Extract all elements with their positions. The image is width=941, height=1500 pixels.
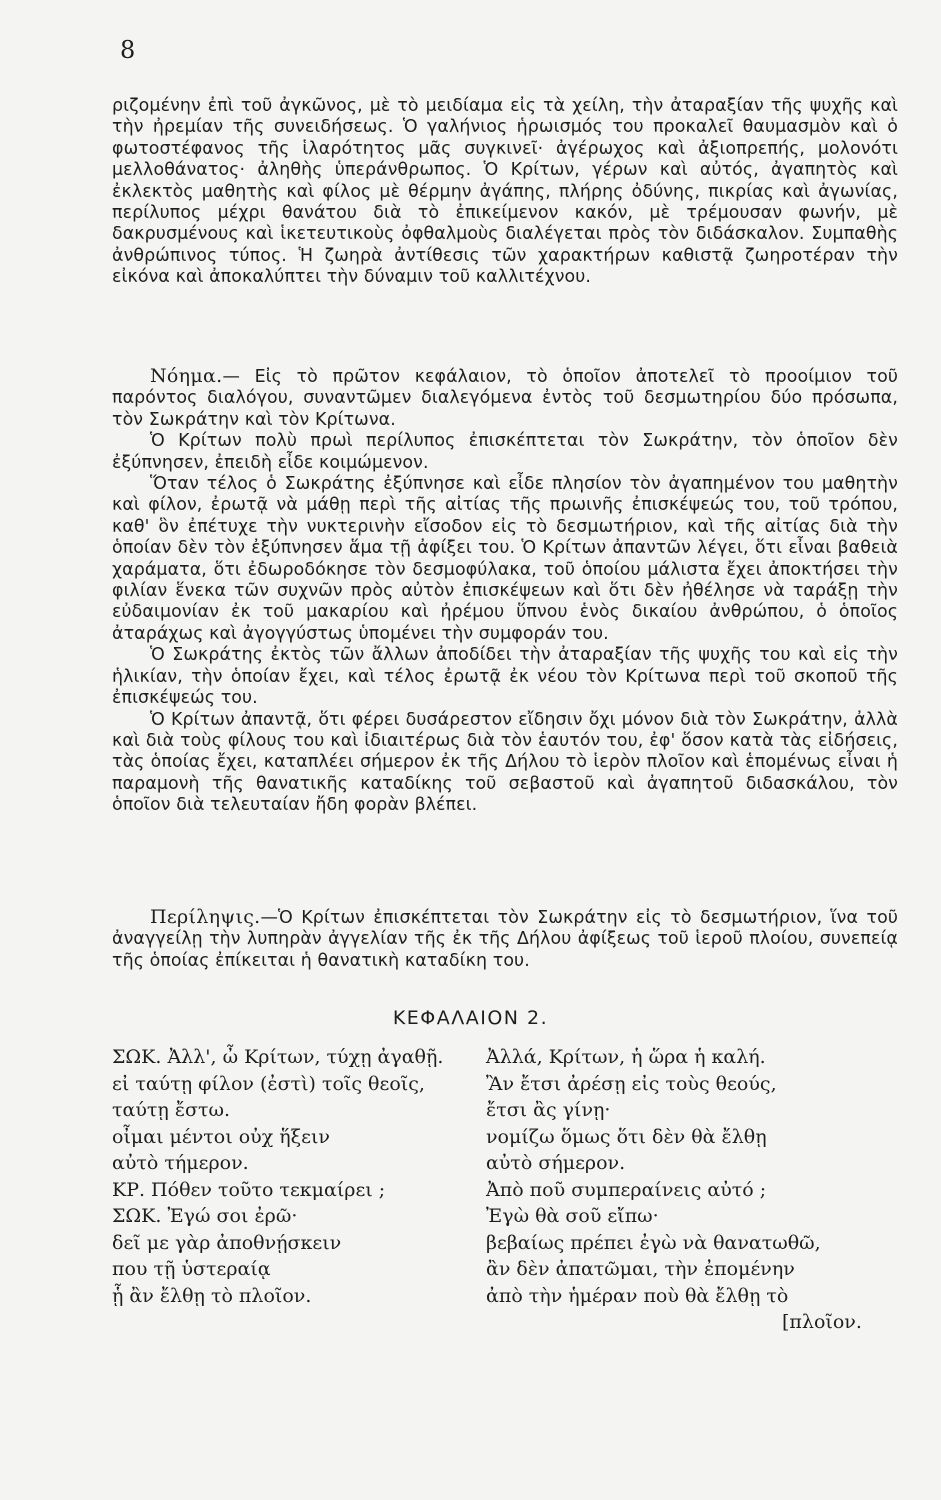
noima-paragraph-4: Ὁ Σωκράτης ἐκτὸς τῶν ἄλλων ἀποδίδει τὴν ἀταραξίαν τῆς ψυχῆς του καὶ εἰς τὴν ἡλικίαν, τὴν ὁποίαν ἔχει, καὶ τέλος ἐρωτᾷ ἐκ νέου τὸν Κρίτωνα περὶ τοῦ σκοποῦ τῆς ἐπισκέψεώς του. <box>112 645 898 709</box>
dialogue-row-continuation <box>112 1311 902 1338</box>
ancient-greek-line: ταύτῃ ἔστω. <box>112 1099 231 1121</box>
ancient-greek-line: ΚΡ. Πόθεν τοῦτο τεκμαίρει ; <box>112 1178 386 1201</box>
ancient-greek-line: αὐτὸ τήμερον. <box>112 1152 249 1174</box>
modern-greek-line: ἔτσι ἂς γίνῃ· <box>486 1099 611 1121</box>
noima-paragraph-2: Ὁ Κρίτων πολὺ πρωὶ περίλυπος ἐπισκέπτεται τὸν Σωκράτην, τὸν ὁποῖον δὲν ἐξύπνησεν, ἐπειδὴ εἶδε κοιμώμενον. <box>112 431 898 473</box>
noima-paragraph-5: Ὁ Κρίτων ἀπαντᾷ, ὅτι φέρει δυσάρεστον εἴδησιν ὄχι μόνον διὰ τὸν Σωκράτην, ἀλλὰ καὶ διὰ τοὺς φίλους του καὶ ἰδιαιτέρως διὰ τὸν ἑαυτόν του, ἐφ' ὅσον κατὰ τὰς εἰδήσεις, τὰς ὁποίας ἔχει, καταπλέει σήμερον ἐκ τῆς Δήλου τὸ ἱερὸν πλοῖον καὶ ἑπομένως εἶναι ἡ παραμονὴ τῆς θανατικῆς καταδίκης τοῦ σεβαστοῦ καὶ ἀγαπητοῦ διδασκάλου, τὸν ὁποῖον διὰ τελευταίαν ἤδη φορὰν βλέπει. <box>112 709 898 816</box>
dialogue-row <box>112 1152 902 1179</box>
dialogue-row <box>112 1126 902 1153</box>
ancient-greek-line: ΣΩΚ. Ἐγώ σοι ἐρῶ· <box>112 1205 298 1227</box>
noima-text-1: — Εἰς τὸ πρῶτον κεφάλαιον, τὸ ὁποῖον ἀποτελεῖ τὸ προοίμιον τοῦ παρόντος διαλόγου, συναντῶμεν διαλεγόμενα ἐντὸς τοῦ δεσμωτηρίου δύο πρόσωπα, τὸν Σωκράτην καὶ τὸν Κρίτωνα. <box>112 367 898 430</box>
dialogue-row <box>112 1205 902 1232</box>
modern-greek-line: Ἀλλά, Κρίτων, ἡ ὥρα ἡ καλή. <box>486 1046 766 1068</box>
modern-greek-line: Ἐγὼ θὰ σοῦ εἴπω· <box>486 1205 659 1227</box>
modern-greek-line-continuation: [πλοῖον. <box>782 1311 862 1333</box>
intro-paragraph-block <box>112 96 898 289</box>
modern-greek-line: Ἂν ἔτσι ἀρέσῃ εἰς τοὺς θεούς, <box>486 1072 777 1095</box>
page-number: 8 <box>120 36 136 64</box>
dialogue-row <box>112 1046 902 1073</box>
modern-greek-line: Ἀπὸ ποῦ συμπεραίνεις αὐτό ; <box>486 1178 767 1201</box>
perilipsis-section <box>112 907 898 972</box>
dialogue-row <box>112 1285 902 1312</box>
noima-section <box>112 366 898 817</box>
dialogue-row <box>112 1232 902 1259</box>
ancient-greek-line: εἰ ταύτῃ φίλον (ἐστὶ) τοῖς θεοῖς, <box>112 1072 425 1095</box>
ancient-greek-line: ΣΩΚ. Ἀλλ', ὦ Κρίτων, τύχῃ ἀγαθῇ. <box>112 1046 444 1068</box>
ancient-greek-line: δεῖ με γὰρ ἀποθνῄσκειν <box>112 1231 342 1254</box>
modern-greek-line: ἂν δὲν ἀπατῶμαι, τὴν ἐπομένην <box>486 1258 795 1280</box>
modern-greek-line: ἀπὸ τὴν ἡμέραν ποὺ θὰ ἔλθῃ τὸ <box>486 1284 789 1307</box>
ancient-greek-line: οἶμαι μέντοι οὐχ ἥξειν <box>112 1125 330 1148</box>
noima-paragraph-3: Ὅταν τέλος ὁ Σωκράτης ἐξύπνησε καὶ εἶδε πλησίον τὸν ἀγαπημένον του μαθητὴν καὶ φίλον, ἐρωτᾷ νὰ μάθῃ περὶ τῆς αἰτίας τῆς πρωινῆς ἐπισκέψεώς του, τοῦ τρόπου, καθ' ὃν ἐπέτυχε τὴν νυκτερινὴν εἴσοδον εἰς τὸ δεσμωτήριον, καὶ τῆς αἰτίας διὰ τὴν ὁποίαν δὲν τὸν ἐξύπνησεν ἅμα τῇ ἀφίξει του. Ὁ Κρίτων ἀπαντῶν λέγει, ὅτι εἶναι βαθειὰ χαράματα, ὅτι ἐδωροδόκησε τὸν δεσμοφύλακα, τοῦ ὁποίου μάλιστα ἔχει ἀποκτήσει τὴν φιλίαν ἕνεκα τῶν συχνῶν πρὸς αὐτὸν ἐπισκέψεων καὶ ὅτι δὲν ἠθέλησε νὰ ταράξῃ τὴν εὐδαιμονίαν ἐκ τοῦ μακαρίου καὶ ἠρέμου ὕπνου ἑνὸς δικαίου ἀνθρώπου, ὁ ὁποῖος ἀταράχως καὶ ἀγογγύστως ὑπομένει τὴν συμφοράν του. <box>112 474 898 644</box>
dialogue-row <box>112 1073 902 1100</box>
modern-greek-line: αὐτὸ σήμερον. <box>486 1152 626 1174</box>
ancient-greek-line: που τῇ ὑστεραίᾳ <box>112 1258 271 1280</box>
chapter-heading: ΚΕΦΑΛΑΙΟΝ 2. <box>392 1007 549 1029</box>
modern-greek-line: βεβαίως πρέπει ἐγὼ νὰ θανατωθῶ, <box>486 1231 821 1254</box>
perilipsis-label: Περίληψις. <box>150 906 261 928</box>
noima-paragraph-1 <box>112 366 898 431</box>
dialogue-row <box>112 1258 902 1285</box>
perilipsis-text: —Ὁ Κρίτων ἐπισκέπτεται τὸν Σωκράτην εἰς τὸ δεσμωτήριον, ἵνα τοῦ ἀναγγείλῃ τὴν λυπηρὰν ἀγγελίαν τῆς ἐκ τῆς Δήλου ἀφίξεως τοῦ ἱεροῦ πλοίου, συνεπείᾳ τῆς ὁποίας ἐπίκειται ἡ θανατικὴ καταδίκη του. <box>112 908 898 971</box>
ancient-greek-line: ᾗ ἂν ἔλθῃ τὸ πλοῖον. <box>112 1284 312 1307</box>
dialogue-row <box>112 1179 902 1206</box>
intro-paragraph: ριζομένην ἐπὶ τοῦ ἀγκῶνος, μὲ τὸ μειδίαμα εἰς τὰ χείλη, τὴν ἀταραξίαν τῆς ψυχῆς καὶ τὴν ἠρεμίαν τῆς συνειδήσεως. Ὁ γαλήνιος ἡρωισμός του προκαλεῖ θαυμασμὸν καὶ ὁ φωτοστέφανος τῆς ἱλαρότητος μᾶς συγκινεῖ· ἀγέρωχος καὶ ἀξιοπρεπής, μολονότι μελλοθάνατος· ἀληθὴς ὑπεράνθρωπος. Ὁ Κρίτων, γέρων καὶ αὐτός, ἀγαπητὸς καὶ ἐκλεκτὸς μαθητὴς καὶ φίλος μὲ θέρμην ἀγάπης, πλήρης ὀδύνης, πικρίας καὶ ἀγωνίας, περίλυπος μέχρι θανάτου διὰ τὸ ἐπικείμενον κακόν, μὲ τρέμουσαν φωνήν, μὲ δακρυσμένους καὶ ἱκετευτικοὺς ὀφθαλμοὺς διαλέγεται πρὸς τὸν διδάσκαλον. Συμπαθὴς ἀνθρώπινος τύπος. Ἡ ζωηρὰ ἀντίθεσις τῶν χαρακτήρων καθιστᾷ ζωηροτέραν τὴν εἰκόνα καὶ ἀποκαλύπτει τὴν δύναμιν τοῦ καλλιτέχνου. <box>112 96 898 288</box>
modern-greek-line: νομίζω ὅμως ὅτι δὲν θὰ ἔλθῃ <box>486 1125 767 1148</box>
dialogue-row <box>112 1099 902 1126</box>
dialogue-parallel-text <box>112 1046 902 1338</box>
noima-label: Νόημα. <box>150 365 223 387</box>
perilipsis-paragraph <box>112 907 898 972</box>
